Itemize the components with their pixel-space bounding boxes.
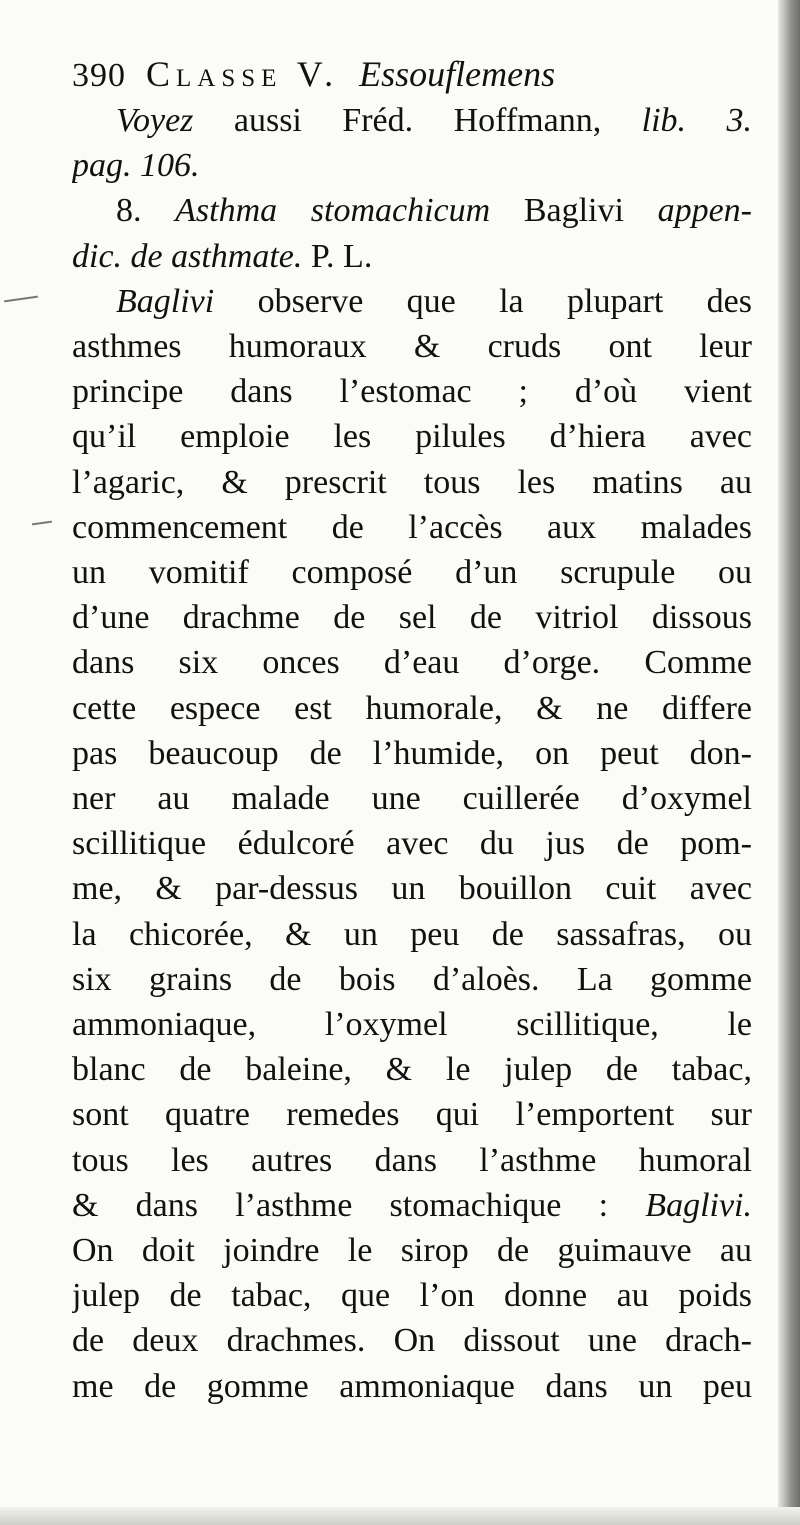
page-gutter-shadow bbox=[778, 0, 800, 1525]
running-head-subject: Essouflemens bbox=[359, 54, 556, 94]
text-line bbox=[72, 1138, 752, 1183]
text-segment: pas beaucoup de l’humide, on peut don- bbox=[72, 734, 752, 772]
italic-text: dic. de asthmate. bbox=[72, 237, 303, 275]
text-line bbox=[72, 640, 752, 685]
text-segment: un vomitif composé d’un scrupule ou bbox=[72, 554, 752, 592]
text-segment: tous les autres dans l’asthme humoral bbox=[72, 1141, 752, 1179]
text-segment: On doit joindre le sirop de guimauve au bbox=[72, 1232, 752, 1270]
margin-mark bbox=[32, 521, 52, 526]
text-segment: six grains de bois d’aloès. La gomme bbox=[72, 960, 752, 998]
text-segment: observe que la plupart des bbox=[214, 282, 752, 320]
text-line bbox=[72, 414, 752, 459]
text-segment: dans six onces d’eau d’orge. Comme bbox=[72, 644, 752, 682]
text-line bbox=[72, 1183, 752, 1228]
text-segment: P. L. bbox=[302, 237, 373, 275]
margin-mark bbox=[4, 296, 38, 303]
text-segment: ner au malade une cuillerée d’oxymel bbox=[72, 780, 752, 818]
text-segment: blanc de baleine, & le julep de tabac, bbox=[72, 1051, 752, 1089]
text-line bbox=[72, 957, 752, 1002]
text-segment: me, & par-dessus un bouillon cuit avec bbox=[72, 870, 752, 908]
text-line bbox=[72, 776, 752, 821]
text-segment: principe dans l’estomac ; d’où vient bbox=[72, 373, 752, 411]
text-line bbox=[72, 1318, 752, 1363]
italic-text: Asthma stomachicum bbox=[175, 192, 491, 230]
text-segment: me de gomme ammoniaque dans un peu bbox=[72, 1367, 752, 1405]
text-line bbox=[72, 1364, 752, 1409]
text-line bbox=[72, 369, 752, 414]
text-segment: cette espece est humorale, & ne differe bbox=[72, 689, 752, 727]
text-line bbox=[72, 1273, 752, 1318]
text-line bbox=[72, 912, 752, 957]
italic-text: Voyez bbox=[116, 102, 194, 139]
italic-text: appen- bbox=[657, 192, 752, 230]
text-segment: l’agaric, & prescrit tous les matins au bbox=[72, 463, 752, 501]
text-line bbox=[72, 188, 752, 233]
text-segment: qu’il emploie les pilules d’hiera avec bbox=[72, 418, 752, 456]
text-line bbox=[72, 1092, 752, 1137]
text-line bbox=[72, 1228, 752, 1273]
text-line bbox=[72, 1002, 752, 1047]
text-line bbox=[72, 505, 752, 550]
text-segment: julep de tabac, que l’on donne au poids bbox=[72, 1277, 752, 1315]
text-segment: Baglivi bbox=[490, 192, 658, 230]
text-segment: asthmes humoraux & cruds ont leur bbox=[72, 328, 752, 366]
text-segment: de deux drachmes. On dissout une drach- bbox=[72, 1322, 752, 1360]
text-line bbox=[72, 731, 752, 776]
text-line bbox=[72, 686, 752, 731]
text-block bbox=[72, 52, 752, 1409]
text-line bbox=[72, 866, 752, 911]
text-segment: sont quatre remedes qui l’emportent sur bbox=[72, 1096, 752, 1134]
text-segment: & dans l’asthme stomachique : bbox=[72, 1186, 646, 1224]
page-number: 390 bbox=[72, 57, 126, 94]
text-segment: scillitique édulcoré avec du jus de pom- bbox=[72, 825, 752, 863]
italic-text: Baglivi. bbox=[645, 1186, 752, 1224]
text-line bbox=[72, 595, 752, 640]
text-line bbox=[72, 460, 752, 505]
text-line bbox=[72, 821, 752, 866]
text-segment: ammoniaque, l’oxymel scillitique, le bbox=[72, 1006, 752, 1044]
text-segment: commencement de l’accès aux malades bbox=[72, 508, 752, 546]
text-line bbox=[72, 143, 752, 188]
text-line bbox=[72, 1047, 752, 1092]
text-line bbox=[72, 550, 752, 595]
page-bottom-edge bbox=[0, 1507, 800, 1525]
italic-text: Baglivi bbox=[116, 282, 215, 320]
text-segment: 8. bbox=[116, 192, 176, 230]
text-line bbox=[72, 324, 752, 369]
text-segment: aussi Fréd. Hoffmann, bbox=[193, 102, 642, 139]
running-head bbox=[72, 52, 752, 98]
running-head-title: Classe V. bbox=[146, 54, 340, 94]
italic-text: pag. 106. bbox=[72, 147, 200, 185]
text-line bbox=[72, 279, 752, 324]
text-line bbox=[72, 234, 752, 279]
italic-text: lib. 3. bbox=[641, 102, 752, 139]
text-segment: la chicorée, & un peu de sassafras, ou bbox=[72, 915, 752, 953]
text-segment: d’une drachme de sel de vitriol dissous bbox=[72, 599, 752, 637]
body-text bbox=[72, 98, 752, 1409]
text-line bbox=[72, 98, 752, 143]
